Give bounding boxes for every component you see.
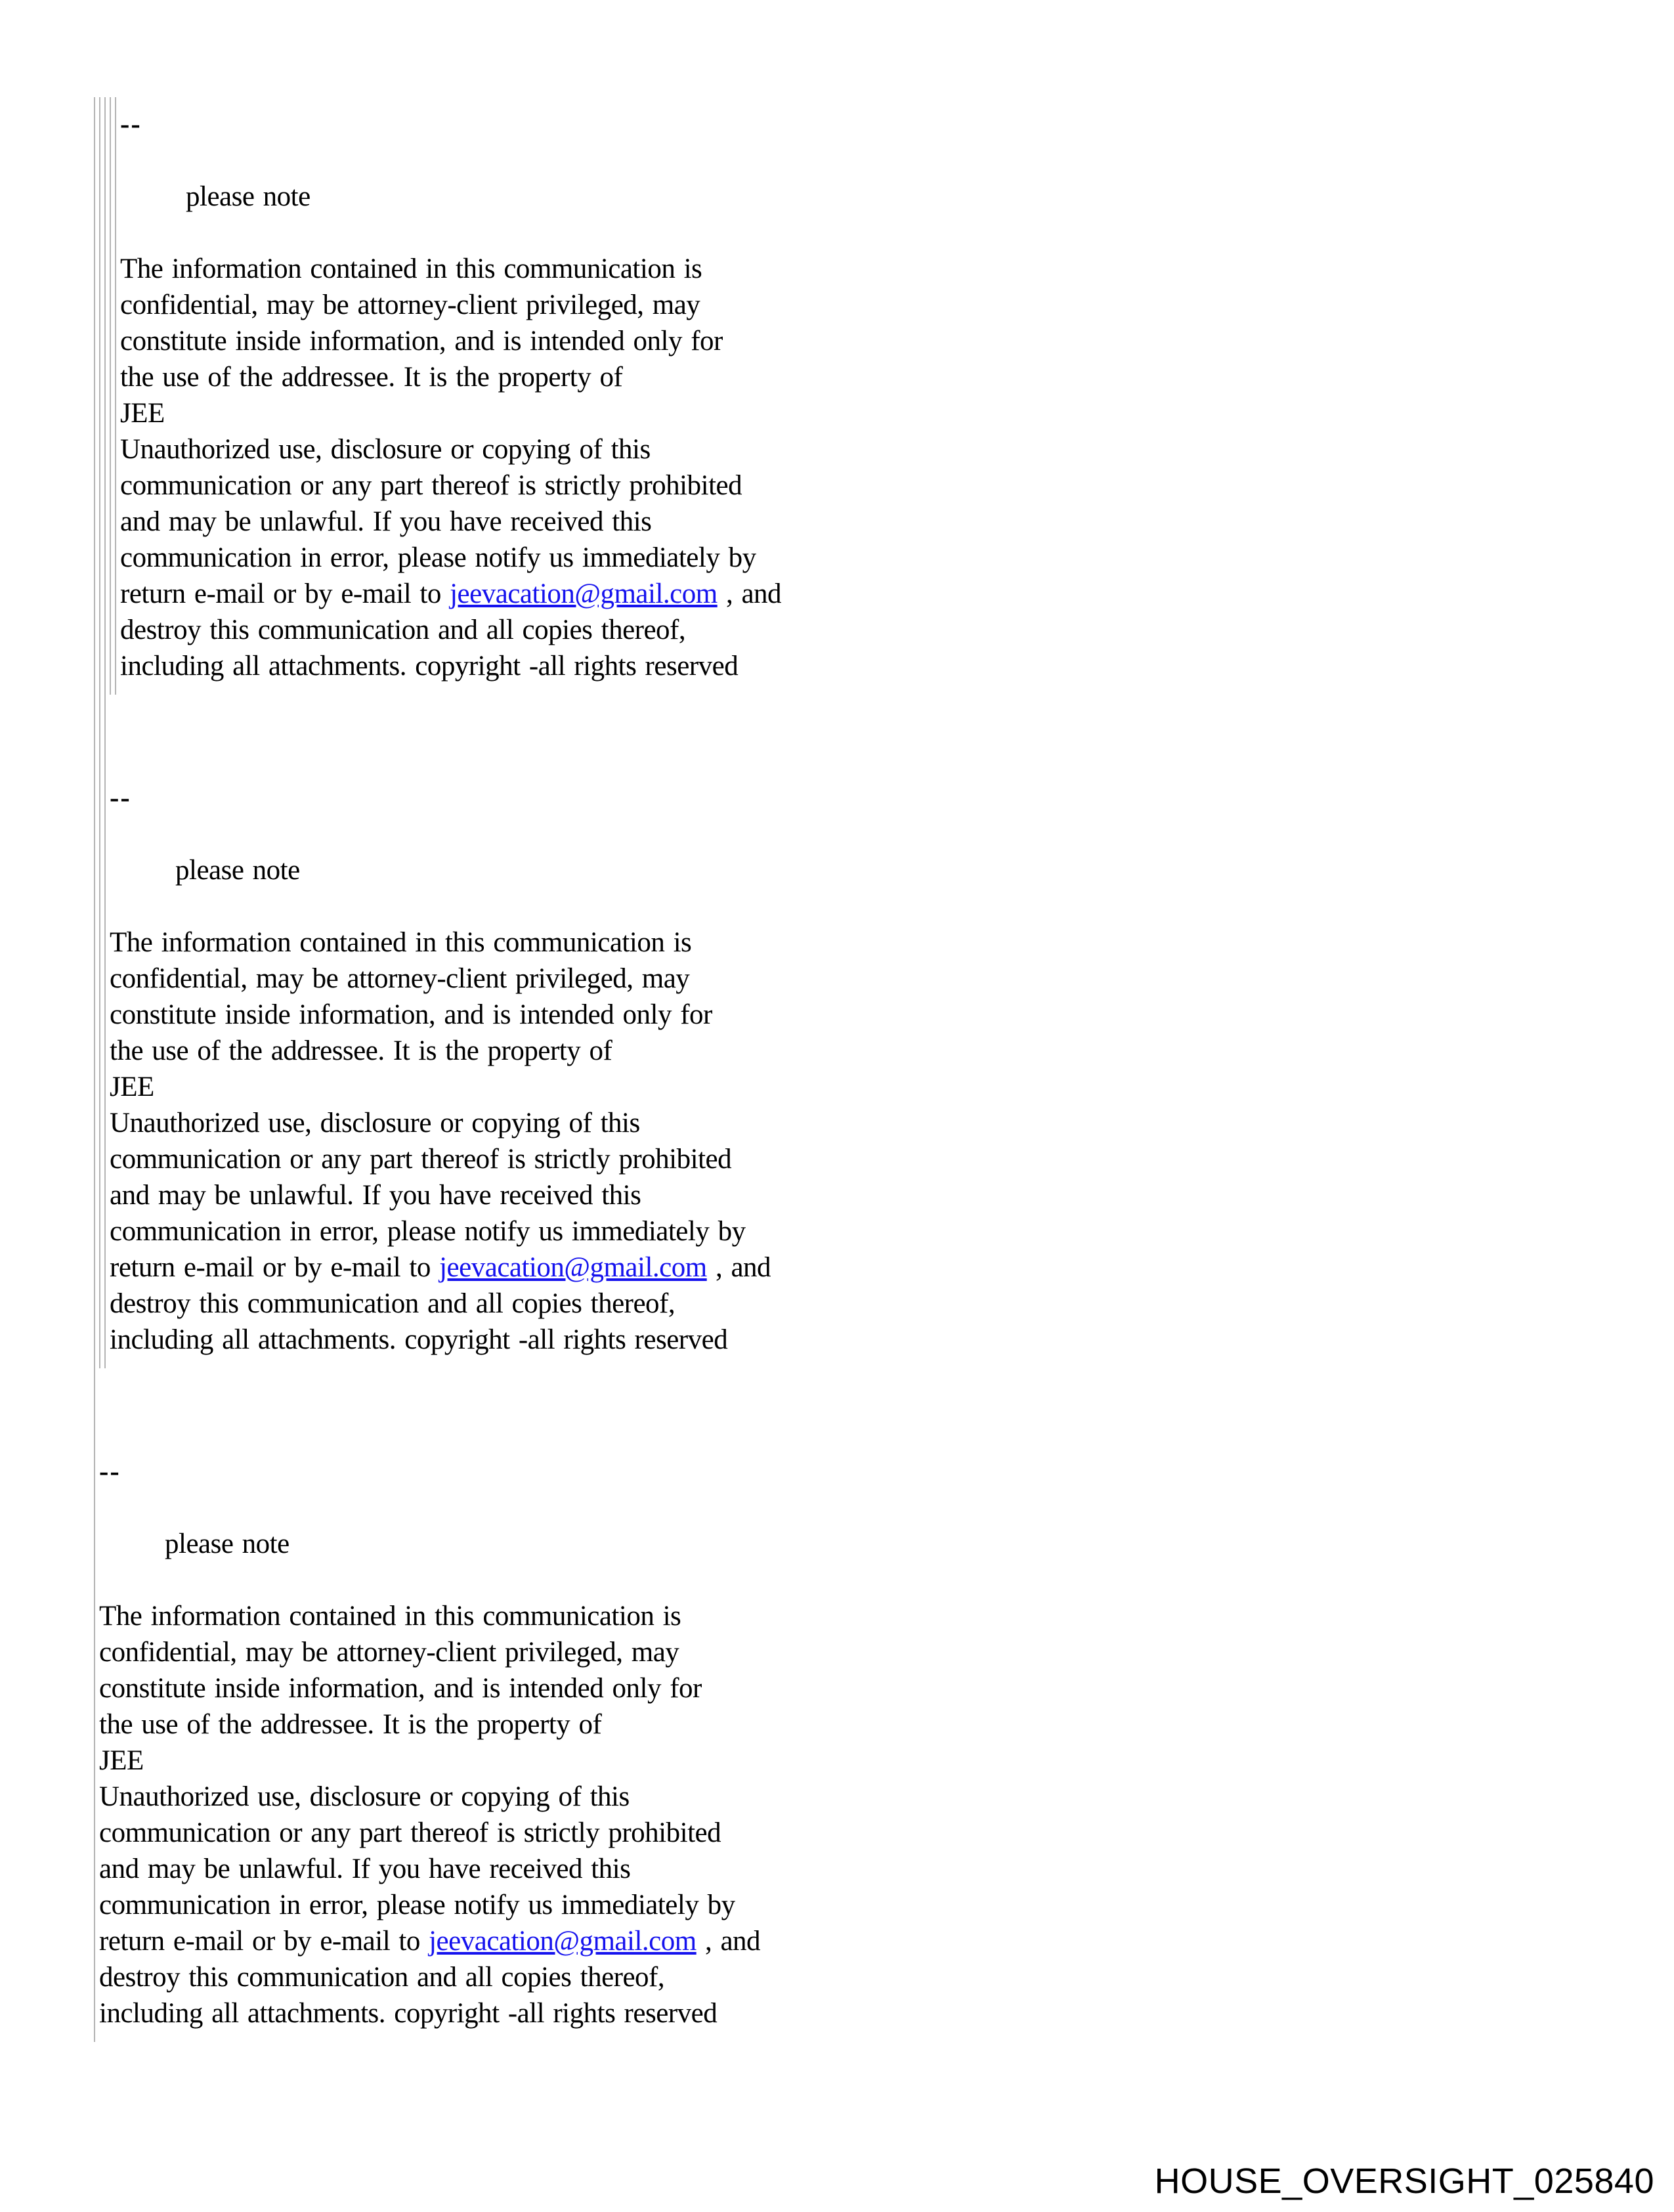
- please-note-heading: please note: [186, 181, 311, 212]
- text-line-with-link: [99, 1923, 972, 1959]
- email-link[interactable]: jeevacation@gmail.com: [450, 578, 718, 609]
- bates-number: HOUSE_OVERSIGHT_025840: [1154, 2161, 1654, 2201]
- link-line-pre: return e-mail or by e-mail to: [110, 1252, 440, 1283]
- text-line: communication in error, please notify us immediately by: [110, 1216, 746, 1247]
- text-line: including all attachments. copyright -all rights reserved: [120, 651, 739, 682]
- text-line: constitute inside information, and is intended only for: [110, 999, 712, 1030]
- email-disclaimer-block-3: [99, 1444, 972, 2042]
- disclaimer-paragraph: [120, 251, 993, 684]
- text-line: destroy this communication and all copies thereof,: [120, 615, 686, 645]
- blank-line: [99, 1490, 972, 1526]
- text-line: confidential, may be attorney-client privileged, may: [120, 290, 700, 320]
- email-link[interactable]: jeevacation@gmail.com: [429, 1926, 697, 1957]
- text-line: communication in error, please notify us immediately by: [99, 1890, 735, 1920]
- text-line: the use of the addressee. It is the property of: [110, 1035, 612, 1066]
- section-gap: [110, 695, 993, 771]
- text-line: confidential, may be attorney-client privileged, may: [110, 963, 690, 994]
- text-line: destroy this communication and all copies thereof,: [110, 1288, 676, 1319]
- email-disclaimer-block-2: [110, 771, 983, 1368]
- quote-level-3: [104, 97, 993, 1368]
- text-line: JEE: [120, 398, 165, 429]
- signature-separator: --: [110, 783, 131, 813]
- quote-level-2: [99, 97, 993, 1368]
- text-line: communication or any part thereof is strictly prohibited: [120, 470, 742, 501]
- document-body: [94, 97, 993, 2042]
- blank-line: [120, 215, 993, 251]
- text-line: Unauthorized use, disclosure or copying of this: [120, 434, 651, 465]
- section-gap: [99, 1368, 993, 1444]
- quote-level-5: [115, 97, 993, 695]
- text-line: Unauthorized use, disclosure or copying of this: [99, 1781, 630, 1812]
- disclaimer-paragraph: [110, 924, 983, 1358]
- text-line-with-link: [120, 576, 993, 612]
- text-line: and may be unlawful. If you have received this: [120, 506, 652, 537]
- text-line: communication in error, please notify us immediately by: [120, 542, 756, 573]
- text-line: The information contained in this communication is: [99, 1601, 681, 1632]
- text-line: and may be unlawful. If you have received this: [110, 1180, 641, 1211]
- link-line-pre: return e-mail or by e-mail to: [99, 1926, 429, 1957]
- text-line: and may be unlawful. If you have received this: [99, 1854, 631, 1884]
- blank-line: [120, 142, 993, 179]
- quote-level-1: [94, 97, 993, 2042]
- text-line: constitute inside information, and is intended only for: [120, 326, 723, 357]
- text-line: JEE: [110, 1072, 154, 1102]
- disclaimer-paragraph: [99, 1598, 972, 2031]
- email-disclaimer-block-1: [120, 97, 993, 695]
- text-line: JEE: [99, 1745, 144, 1776]
- link-line-post: , and: [696, 1926, 761, 1957]
- text-line: constitute inside information, and is intended only for: [99, 1673, 702, 1704]
- text-line: communication or any part thereof is strictly prohibited: [99, 1817, 721, 1848]
- text-line: communication or any part thereof is strictly prohibited: [110, 1144, 732, 1175]
- text-line-with-link: [110, 1249, 983, 1286]
- blank-line: [110, 888, 983, 924]
- blank-line: [110, 816, 983, 852]
- text-line: confidential, may be attorney-client privileged, may: [99, 1637, 679, 1668]
- text-line: including all attachments. copyright -all rights reserved: [110, 1324, 728, 1355]
- link-line-post: , and: [717, 578, 782, 609]
- text-line: the use of the addressee. It is the property of: [120, 362, 623, 393]
- text-line: The information contained in this communication is: [120, 253, 702, 284]
- please-note-heading: please note: [165, 1529, 290, 1559]
- text-line: The information contained in this communication is: [110, 927, 692, 958]
- text-line: the use of the addressee. It is the property of: [99, 1709, 602, 1740]
- signature-separator: --: [99, 1456, 121, 1487]
- email-link[interactable]: jeevacation@gmail.com: [439, 1252, 707, 1283]
- please-note-heading: please note: [175, 855, 300, 886]
- quote-level-4: [110, 97, 993, 695]
- link-line-pre: return e-mail or by e-mail to: [120, 578, 450, 609]
- text-line: Unauthorized use, disclosure or copying of this: [110, 1108, 640, 1139]
- text-line: including all attachments. copyright -all rights reserved: [99, 1998, 718, 2029]
- signature-separator: --: [120, 109, 142, 140]
- blank-line: [99, 1562, 972, 1598]
- text-line: destroy this communication and all copies thereof,: [99, 1962, 665, 1993]
- link-line-post: , and: [706, 1252, 771, 1283]
